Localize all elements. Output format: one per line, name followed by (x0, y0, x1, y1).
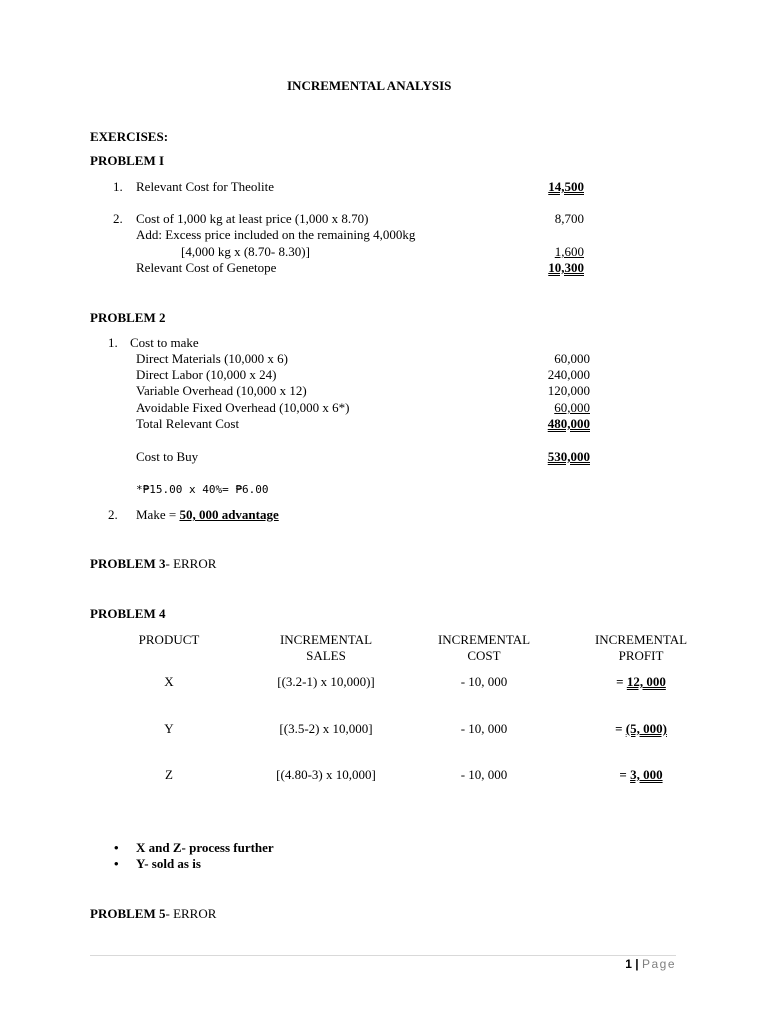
col-header-profit-line2: PROFIT (618, 648, 664, 663)
problem2-footnote: *₱15.00 x 40%= ₱6.00 (136, 483, 269, 496)
col-header-profit-line1: INCREMENTAL (594, 632, 688, 647)
profit-prefix: = (615, 721, 626, 736)
table-cell-profit (571, 767, 711, 783)
problem2-row-label: Direct Labor (10,000 x 24) (136, 367, 277, 382)
problem2-row-label: Variable Overhead (10,000 x 12) (136, 383, 307, 398)
problem2-buy-value: 530,000 (547, 449, 590, 464)
problem1-item2-line1: Cost of 1,000 kg at least price (1,000 x 8.70) (136, 211, 369, 226)
problem1-item2-line4: Relevant Cost of Genetope (136, 260, 277, 275)
table-cell-sales: [(4.80-3) x 10,000] (276, 767, 376, 782)
problem5-line (90, 906, 216, 922)
page-label: Page (641, 957, 676, 971)
table-cell-sales: [(3.5-2) x 10,000] (279, 721, 373, 736)
problem1-item1-number: 1. (113, 179, 123, 194)
profit-value: 3, 000 (630, 767, 663, 782)
problem4-heading: PROBLEM 4 (90, 606, 166, 621)
profit-value: 12, 000 (626, 674, 666, 689)
col-header-sales-line2: SALES (306, 648, 346, 663)
problem3-line (90, 556, 216, 572)
problem2-item2-prefix: Make = (136, 507, 180, 522)
problem2-item2-number: 2. (108, 507, 118, 522)
problem2-buy-label: Cost to Buy (136, 449, 199, 464)
problem1-item2-line3: [4,000 kg x (8.70- 8.30)] (181, 244, 310, 259)
page-number: 1 (625, 957, 632, 971)
col-header-cost-line2: COST (467, 648, 501, 663)
problem1-item2-number: 2. (113, 211, 123, 226)
table-cell-product: X (164, 674, 174, 689)
table-cell-profit (571, 674, 711, 690)
table-cell-cost: - 10, 000 (460, 767, 508, 782)
exercises-heading: EXERCISES: (90, 129, 169, 144)
profit-prefix: = (619, 767, 631, 782)
problem2-total-value: 480,000 (547, 416, 590, 431)
problem2-row-value: 120,000 (547, 383, 590, 398)
problem1-item2-line2: Add: Excess price included on the remaining 4,000kg (136, 227, 416, 242)
problem1-item2-line3-value: 1,600 (554, 244, 584, 259)
profit-value: (5, 000) (625, 721, 667, 736)
page-separator: | (631, 957, 642, 971)
bullet-item: • X and Z- process further (136, 840, 274, 856)
problem2-total-label: Total Relevant Cost (136, 416, 240, 431)
problem5-suffix: - ERROR (165, 906, 217, 921)
problem2-row-value: 60,000 (554, 351, 590, 366)
problem2-row-label: Avoidable Fixed Overhead (10,000 x 6*) (136, 400, 350, 415)
bullet-item: • Y- sold as is (136, 856, 201, 872)
problem2-row-value: 60,000 (554, 400, 590, 415)
problem1-item2-line1-value: 8,700 (554, 211, 584, 226)
problem1-item1-label: Relevant Cost for Theolite (136, 179, 275, 194)
problem1-item2-line4-value: 10,300 (548, 260, 584, 275)
problem2-item1-label: Cost to make (130, 335, 199, 350)
problem2-heading: PROBLEM 2 (90, 310, 166, 325)
profit-prefix: = (616, 674, 627, 689)
problem2-row-label: Direct Materials (10,000 x 6) (136, 351, 288, 366)
table-cell-product: Y (164, 721, 174, 736)
problem2-item1-number: 1. (108, 335, 118, 350)
col-header-cost-line1: INCREMENTAL (437, 632, 531, 647)
problem2-item2-value: 50, 000 advantage (179, 507, 279, 522)
problem2-item2-line (136, 507, 279, 523)
page-footer (625, 956, 676, 972)
table-cell-cost: - 10, 000 (460, 721, 508, 736)
problem3-suffix: - ERROR (165, 556, 217, 571)
page-title: INCREMENTAL ANALYSIS (287, 78, 452, 93)
table-cell-cost: - 10, 000 (460, 674, 508, 689)
problem2-row-value: 240,000 (547, 367, 590, 382)
col-header-product: PRODUCT (138, 632, 200, 647)
table-cell-profit (571, 721, 711, 737)
footer-divider (90, 955, 676, 956)
table-cell-product: Z (165, 767, 173, 782)
problem1-item1-value: 14,500 (548, 179, 584, 194)
problem3-heading: PROBLEM 3 (90, 556, 166, 571)
col-header-sales-line1: INCREMENTAL (279, 632, 373, 647)
problem1-heading: PROBLEM I (90, 153, 165, 168)
problem5-heading: PROBLEM 5 (90, 906, 166, 921)
table-cell-sales: [(3.2-1) x 10,000)] (277, 674, 375, 689)
